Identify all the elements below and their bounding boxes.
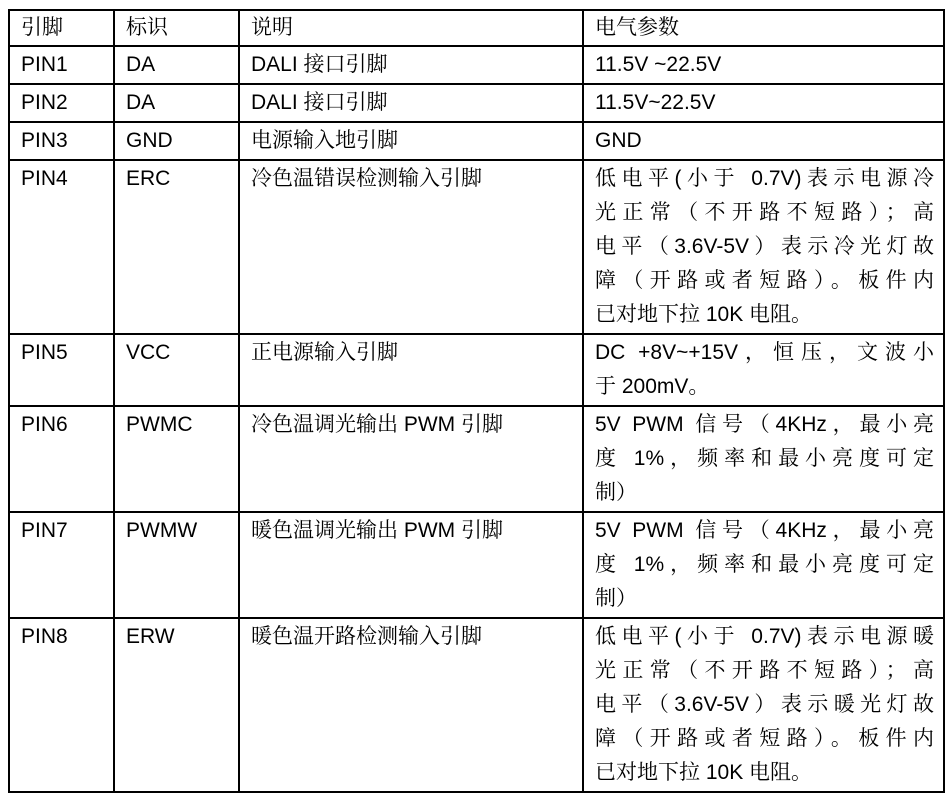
column-header-desc: 说明: [239, 10, 583, 46]
table-body: [9, 46, 944, 792]
table-row: [9, 406, 944, 512]
cell-label: PWMW: [114, 512, 239, 618]
cell-params: 5V PWM 信号（4KHz，最小亮 度 1%，频率和最小亮度可定 制）: [583, 512, 944, 618]
cell-desc: 冷色温错误检测输入引脚: [239, 160, 583, 334]
column-header-params: 电气参数: [583, 10, 944, 46]
table-header: [9, 10, 944, 46]
cell-label: DA: [114, 84, 239, 122]
cell-label: VCC: [114, 334, 239, 406]
header-row: [9, 10, 944, 46]
cell-desc: 正电源输入引脚: [239, 334, 583, 406]
cell-pin: PIN3: [9, 122, 114, 160]
cell-pin: PIN7: [9, 512, 114, 618]
cell-label: GND: [114, 122, 239, 160]
cell-pin: PIN6: [9, 406, 114, 512]
cell-params: 11.5V~22.5V: [583, 84, 944, 122]
cell-label: PWMC: [114, 406, 239, 512]
cell-label: DA: [114, 46, 239, 84]
pin-definition-table: [8, 9, 945, 793]
cell-desc: 冷色温调光输出 PWM 引脚: [239, 406, 583, 512]
cell-params: 低电平(小于 0.7V)表示电源暖 光正常（不开路不短路）；高 电平（3.6V-5V）表示暖光灯故 障（开路或者短路）。板件内 已对地下拉 10K 电阻。: [583, 618, 944, 792]
cell-desc: 暖色温开路检测输入引脚: [239, 618, 583, 792]
cell-params: 11.5V ~22.5V: [583, 46, 944, 84]
cell-pin: PIN1: [9, 46, 114, 84]
column-header-pin: 引脚: [9, 10, 114, 46]
cell-pin: PIN8: [9, 618, 114, 792]
cell-pin: PIN2: [9, 84, 114, 122]
cell-pin: PIN5: [9, 334, 114, 406]
cell-desc: DALI 接口引脚: [239, 46, 583, 84]
cell-params: 5V PWM 信号（4KHz，最小亮 度 1%，频率和最小亮度可定 制）: [583, 406, 944, 512]
cell-desc: 电源输入地引脚: [239, 122, 583, 160]
cell-params: GND: [583, 122, 944, 160]
table-row: [9, 122, 944, 160]
cell-label: ERW: [114, 618, 239, 792]
table-row: [9, 512, 944, 618]
cell-pin: PIN4: [9, 160, 114, 334]
cell-params: 低电平(小于 0.7V)表示电源冷 光正常（不开路不短路）；高 电平（3.6V-5V）表示冷光灯故 障（开路或者短路）。板件内 已对地下拉 10K 电阻。: [583, 160, 944, 334]
cell-label: ERC: [114, 160, 239, 334]
table-row: [9, 84, 944, 122]
cell-desc: 暖色温调光输出 PWM 引脚: [239, 512, 583, 618]
cell-desc: DALI 接口引脚: [239, 84, 583, 122]
table-row: [9, 334, 944, 406]
table-row: [9, 160, 944, 334]
table-row: [9, 46, 944, 84]
column-header-label: 标识: [114, 10, 239, 46]
cell-params: DC +8V~+15V，恒压，文波小 于 200mV。: [583, 334, 944, 406]
table-row: [9, 618, 944, 792]
